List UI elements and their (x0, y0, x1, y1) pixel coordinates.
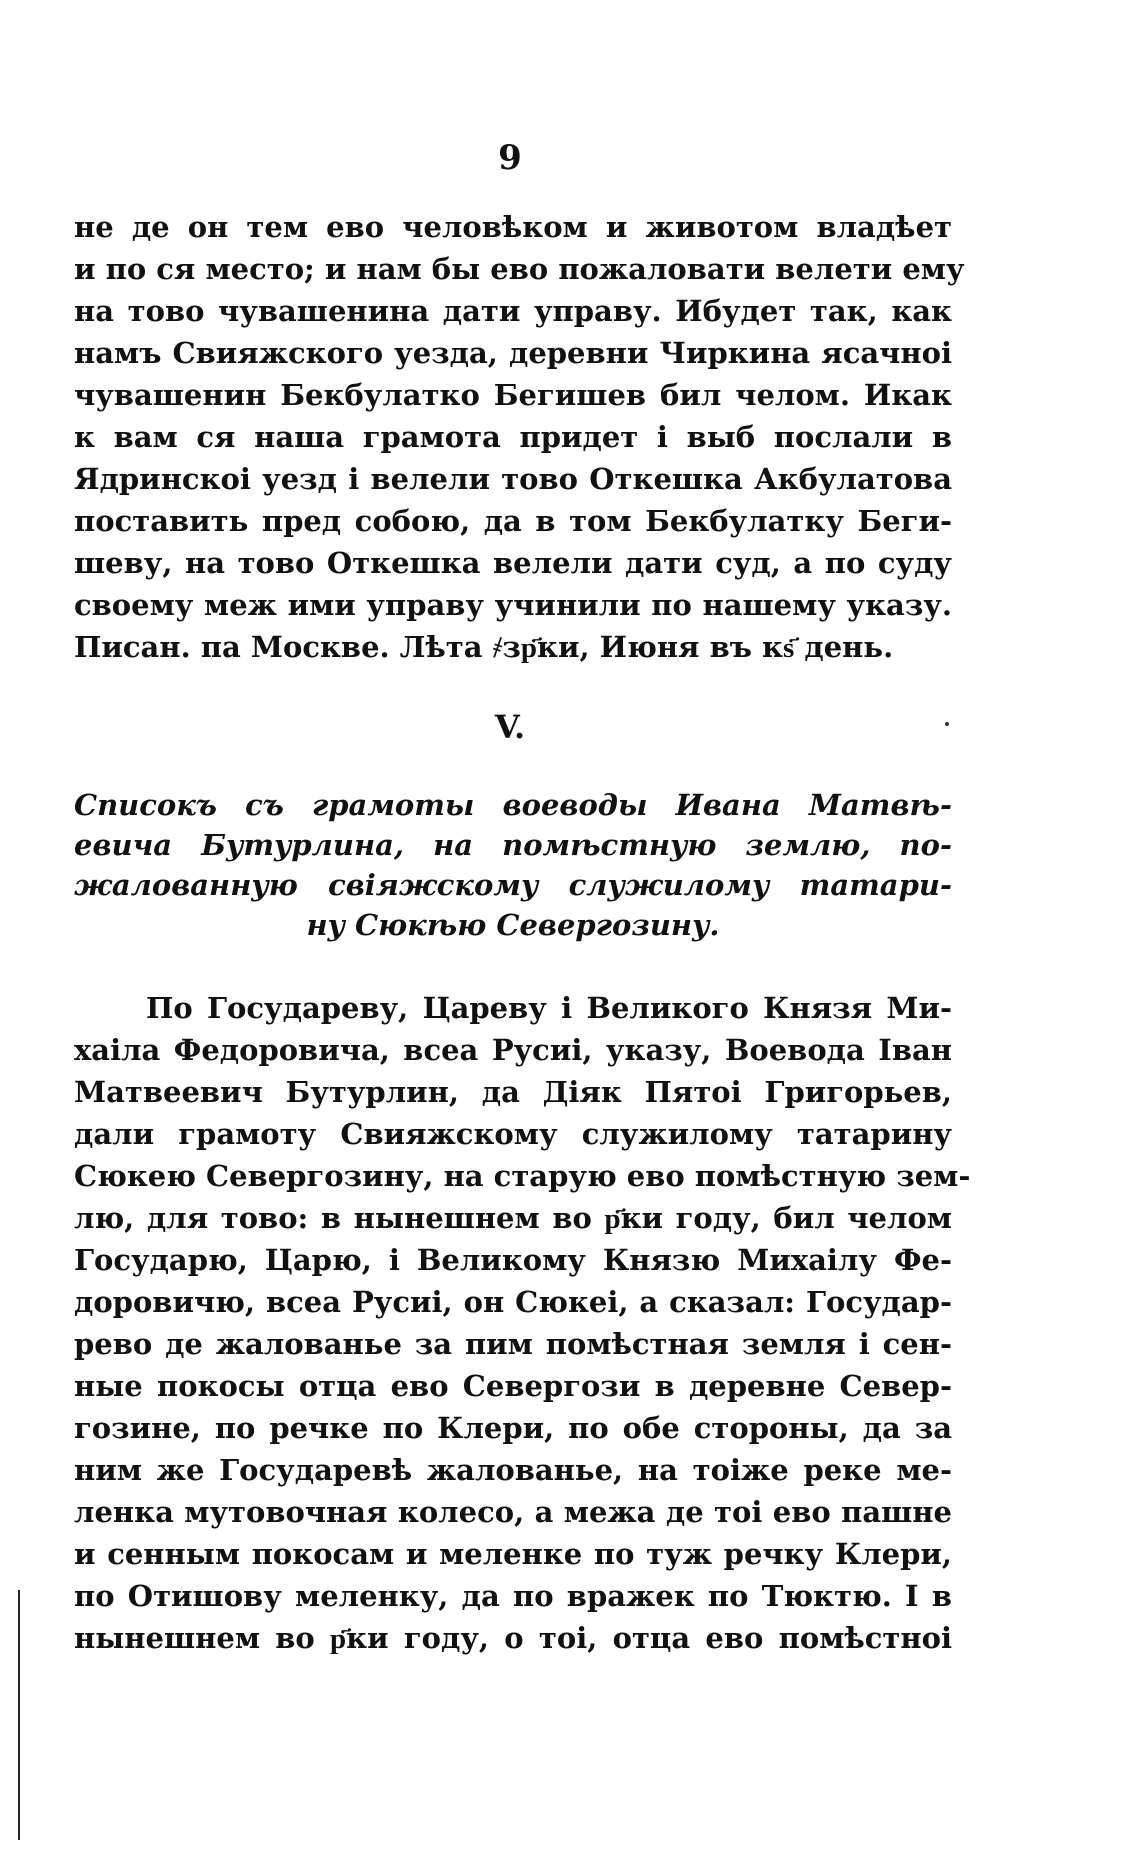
text-line: лю, для тово: в нынешнем во р҃ки году, бил челом (74, 1201, 952, 1235)
text-line: ные покосы отца ево Севергози в деревне Север- (74, 1369, 952, 1403)
text-line: к вам ся наша грамота придет і выб послали в (74, 420, 952, 454)
text-line: ленка мутовочная колесо, а межа де тоі ево пашне (74, 1495, 952, 1529)
text-line: доровичю, всеа Русиі, он Сюкеі, а сказал: Государ- (74, 1285, 952, 1319)
text-line: намъ Свияжского уезда, деревни Чиркина ясачноі (74, 336, 952, 370)
text-line: поставить пред собою, да в том Бекбулатку Беги- (74, 504, 952, 538)
document-heading (74, 785, 952, 945)
text-line: и по ся место; и нам бы ево пожаловати велети ему (74, 252, 965, 286)
paragraph-body (74, 987, 971, 1659)
section-number: V. (494, 708, 526, 746)
text-line: Матвеевич Бутурлин, да Діяк Пятоі Григорьев, (74, 1075, 952, 1109)
text-line: дали грамоту Свияжскому служилому татарину (74, 1117, 952, 1151)
print-speck (945, 722, 949, 726)
heading-line: Списокъ съ грамоты воеводы Ивана Матвѣ- (74, 788, 952, 822)
text-line: на тово чувашенина дати управу. Ибудет так, как (74, 294, 952, 328)
scan-margin-line (18, 1590, 20, 1840)
text-line: рево де жалованье за пим помѣстная земля і сен- (74, 1327, 952, 1361)
text-line: ним же Государевѣ жалованье, на тоіже реке ме- (74, 1453, 952, 1487)
text-line: по Отишову меленку, да по вражек по Тюктю. І в (74, 1579, 952, 1613)
text-line: хаіла Федоровича, всеа Русиі, указу, Воевода Іван (74, 1033, 952, 1067)
text-line: шеву, на тово Откешка велели дати суд, а по суду (74, 546, 952, 580)
text-line: чувашенин Бекбулатко Бегишев бил челом. Икак (74, 378, 952, 412)
text-line: не де он тем ево человѣком и животом владѣет (74, 210, 952, 244)
heading-line: евича Бутурлина, на помѣстную землю, по- (74, 828, 952, 862)
text-line: Ядринскоі уезд і велели тово Откешка Акбулатова (74, 462, 952, 496)
text-line: По Государеву, Цареву і Великого Князя Ми- (146, 991, 952, 1025)
text-line: нынешнем во р҃ки году, о тоі, отца ево помѣстноі (74, 1621, 952, 1655)
heading-line: ну Сюкѣю Севергозину. (306, 908, 720, 942)
text-line: своему меж ими управу учинили по нашему указу. (74, 588, 952, 622)
heading-line: жалованную свіяжскому служилому татари- (74, 868, 952, 902)
text-line: гозине, по речке по Клери, по обе стороны, да за (74, 1411, 952, 1445)
page-number: 9 (498, 138, 522, 178)
text-line: Сюкею Севергозину, на старую ево помѣстную зем- (74, 1159, 971, 1193)
text-line: Писан. па Москве. Лѣта ҂зр҃ки, Июня въ кѕ҃ день. (74, 630, 894, 664)
text-line: Государю, Царю, і Великому Князю Михаілу Фе- (74, 1243, 952, 1277)
paragraph-continued (74, 206, 965, 668)
text-line: и сенным покосам и меленке по туж речку Клери, (74, 1537, 952, 1571)
